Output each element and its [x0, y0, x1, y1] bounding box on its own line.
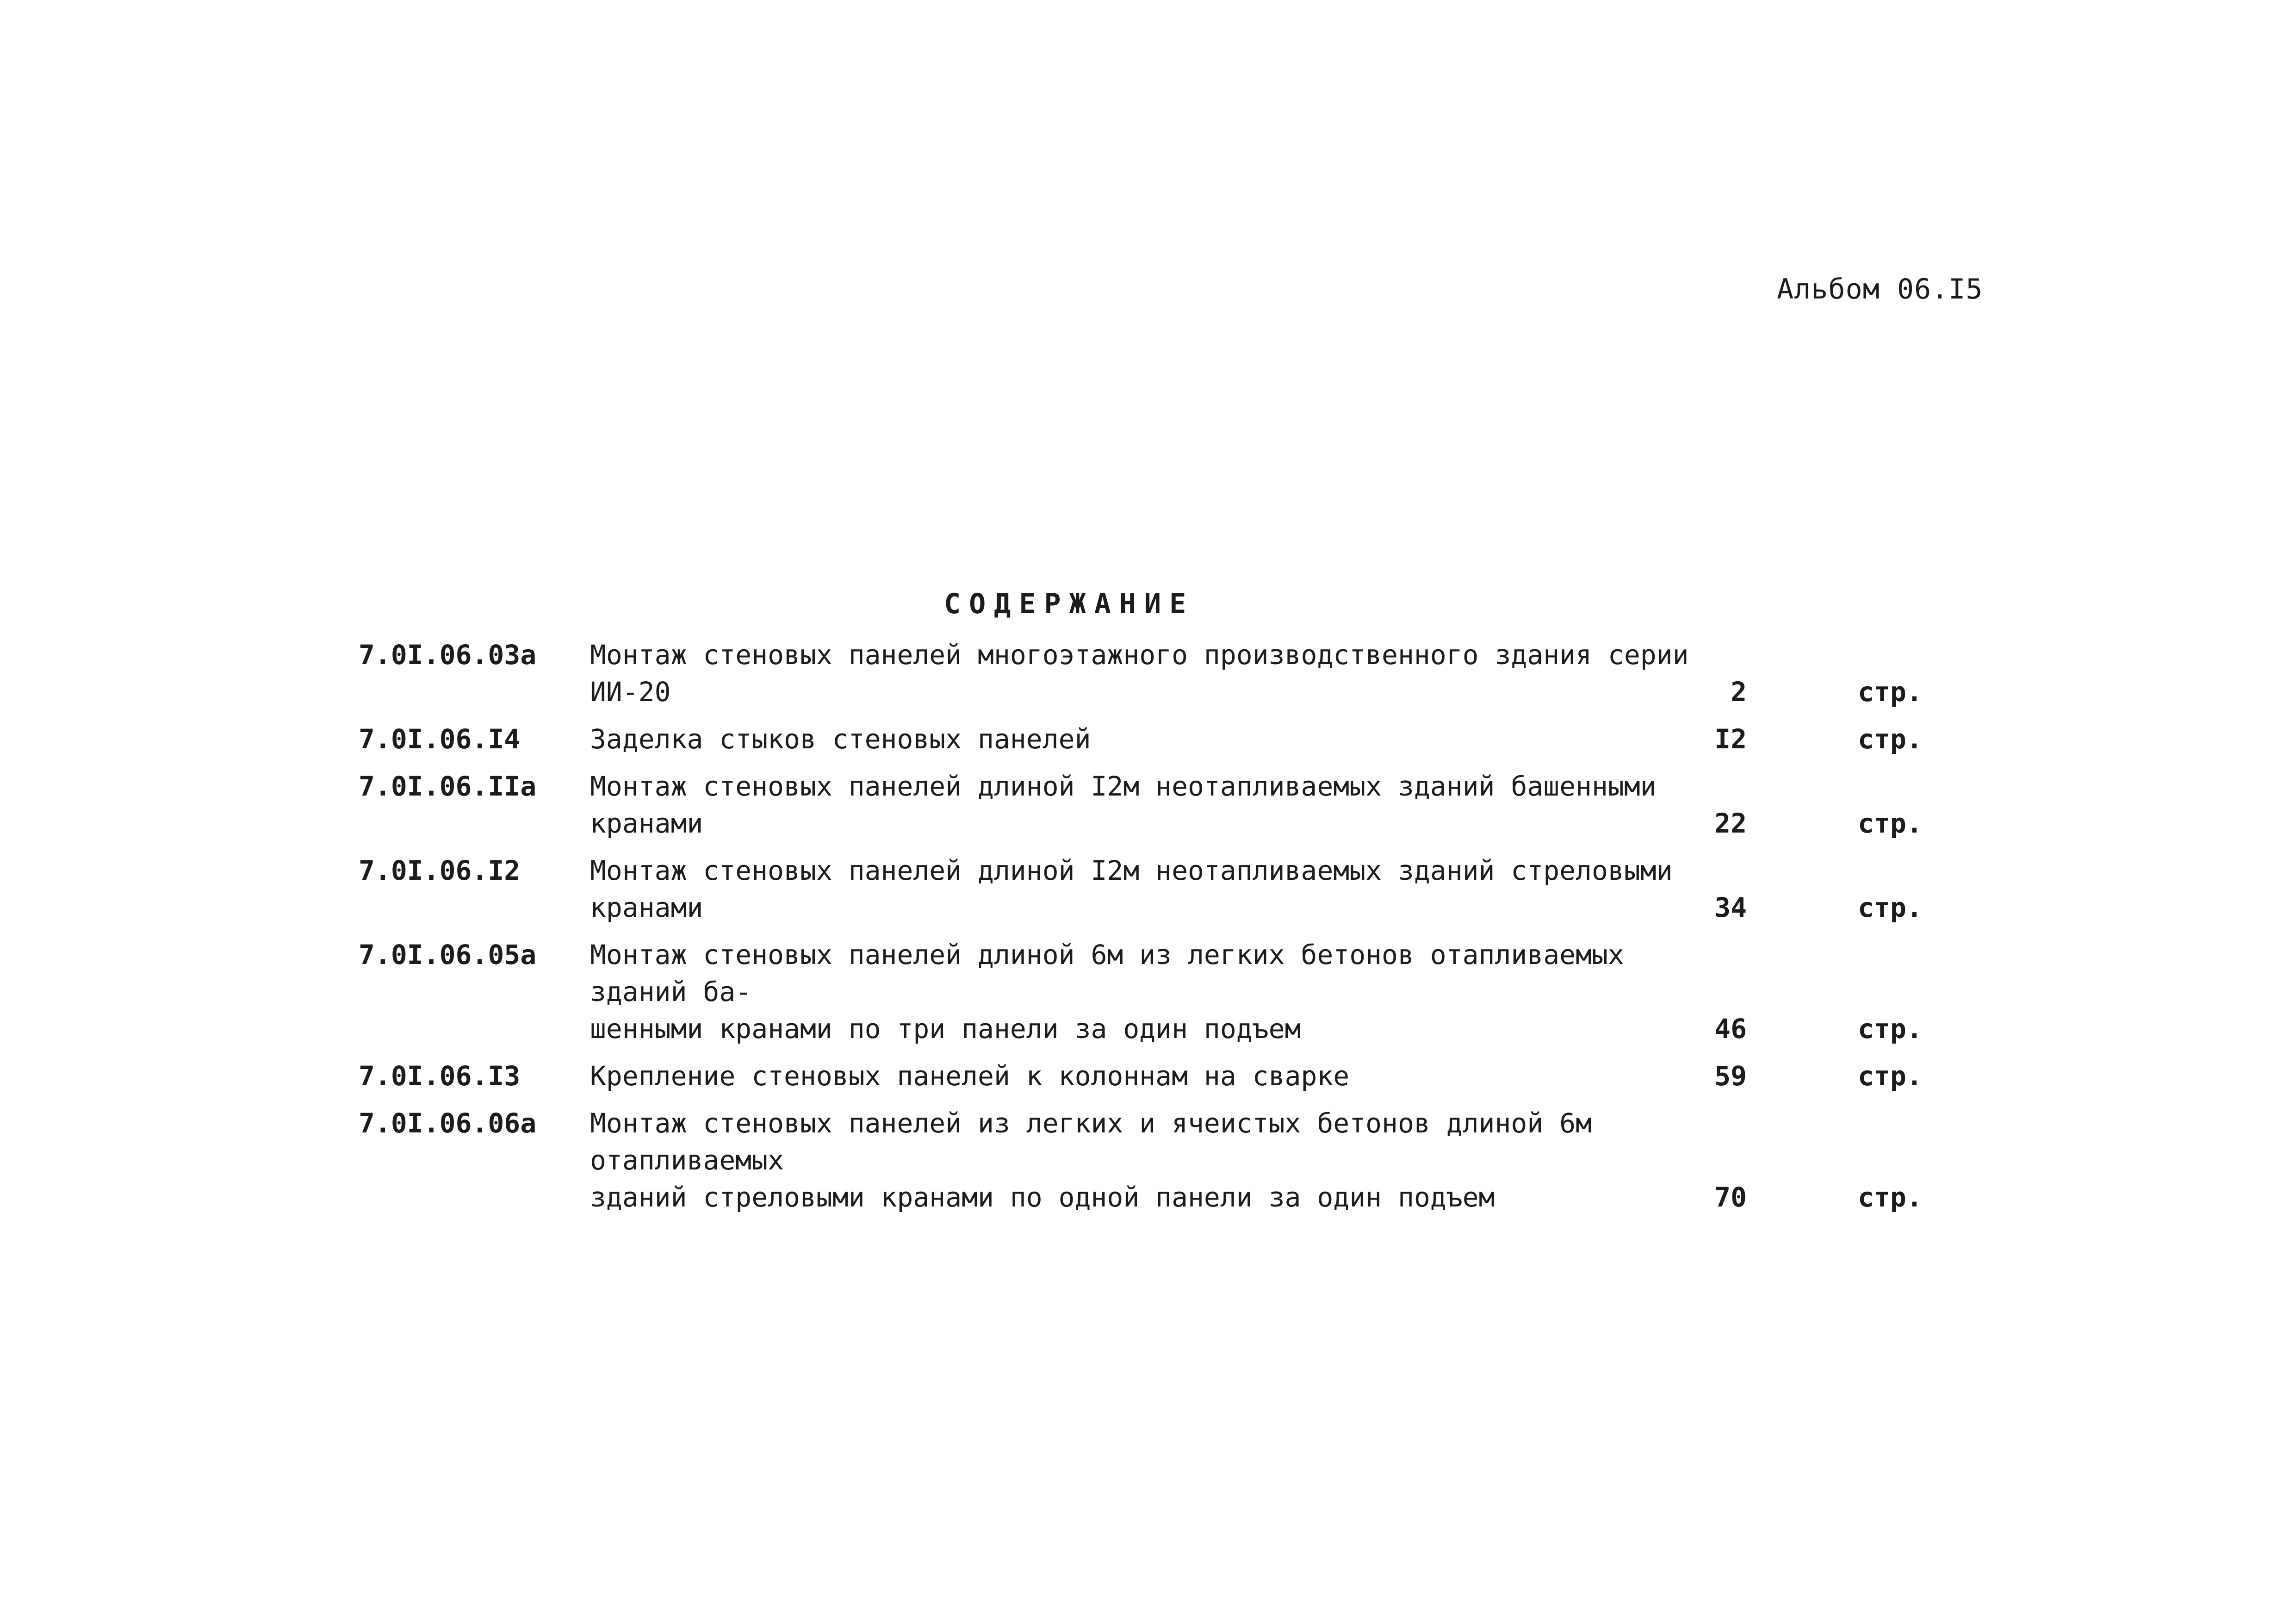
toc-entry-title: Монтаж стеновых панелей длиной I2м неотапливаемых зданий башенными кранами — [590, 771, 1657, 839]
toc-entry-code: 7.0I.06.IIа — [359, 771, 537, 802]
toc-entry-title: Монтаж стеновых панелей длиной I2м неотапливаемых зданий стреловыми кранами — [590, 855, 1673, 923]
toc-entry-code: 7.0I.06.I4 — [359, 723, 521, 755]
toc-entry-page: 22 — [1714, 808, 1747, 839]
toc-entry-page-unit: стр. — [1858, 1060, 1923, 1092]
toc-entry-title: Заделка стыков стеновых панелей — [590, 723, 1091, 755]
toc-entry-page: 59 — [1714, 1060, 1747, 1092]
toc-entry-code: 7.0I.06.06а — [359, 1107, 537, 1139]
toc-entry — [359, 721, 1932, 758]
toc-entry-title: Монтаж стеновых панелей длиной 6м из легких бетонов отапливаемых зданий ба- шенными кранами по три панели за один подъем — [590, 939, 1624, 1045]
toc-entry-code: 7.0I.06.I3 — [359, 1060, 521, 1092]
toc-entry-page-unit: стр. — [1858, 1181, 1923, 1213]
table-of-contents — [359, 636, 1932, 1226]
toc-entry-page: 34 — [1714, 892, 1747, 923]
toc-entry-page-unit: стр. — [1858, 808, 1923, 839]
toc-entry-page: 70 — [1714, 1181, 1747, 1213]
toc-entry-code: 7.0I.06.I2 — [359, 855, 521, 886]
toc-entry-page: 46 — [1714, 1013, 1747, 1045]
toc-entry — [359, 636, 1932, 710]
toc-entry-page-unit: стр. — [1858, 892, 1923, 923]
toc-entry — [359, 936, 1932, 1047]
toc-entry-title: Монтаж стеновых панелей многоэтажного производственного здания серии ИИ-20 — [590, 639, 1689, 708]
toc-entry-title: Крепление стеновых панелей к колоннам на сварке — [590, 1060, 1350, 1092]
toc-entry-title: Монтаж стеновых панелей из легких и ячеистых бетонов длиной 6м отапливаемых зданий стреловыми кранами по одной панели за один подъем — [590, 1107, 1592, 1213]
toc-entry-code: 7.0I.06.03а — [359, 639, 537, 671]
toc-entry-page-unit: стр. — [1858, 723, 1923, 755]
toc-entry — [359, 852, 1932, 926]
album-number: Альбом 06.I5 — [1777, 273, 1983, 305]
toc-entry — [359, 1105, 1932, 1216]
toc-entry-page: 2 — [1731, 676, 1747, 708]
toc-entry-page-unit: стр. — [1858, 1013, 1923, 1045]
toc-title: СОДЕРЖАНИЕ — [944, 588, 1195, 620]
toc-entry — [359, 1057, 1932, 1094]
toc-entry — [359, 768, 1932, 842]
toc-entry-page-unit: стр. — [1858, 676, 1923, 708]
toc-entry-code: 7.0I.06.05а — [359, 939, 537, 970]
toc-entry-page: I2 — [1714, 723, 1747, 755]
